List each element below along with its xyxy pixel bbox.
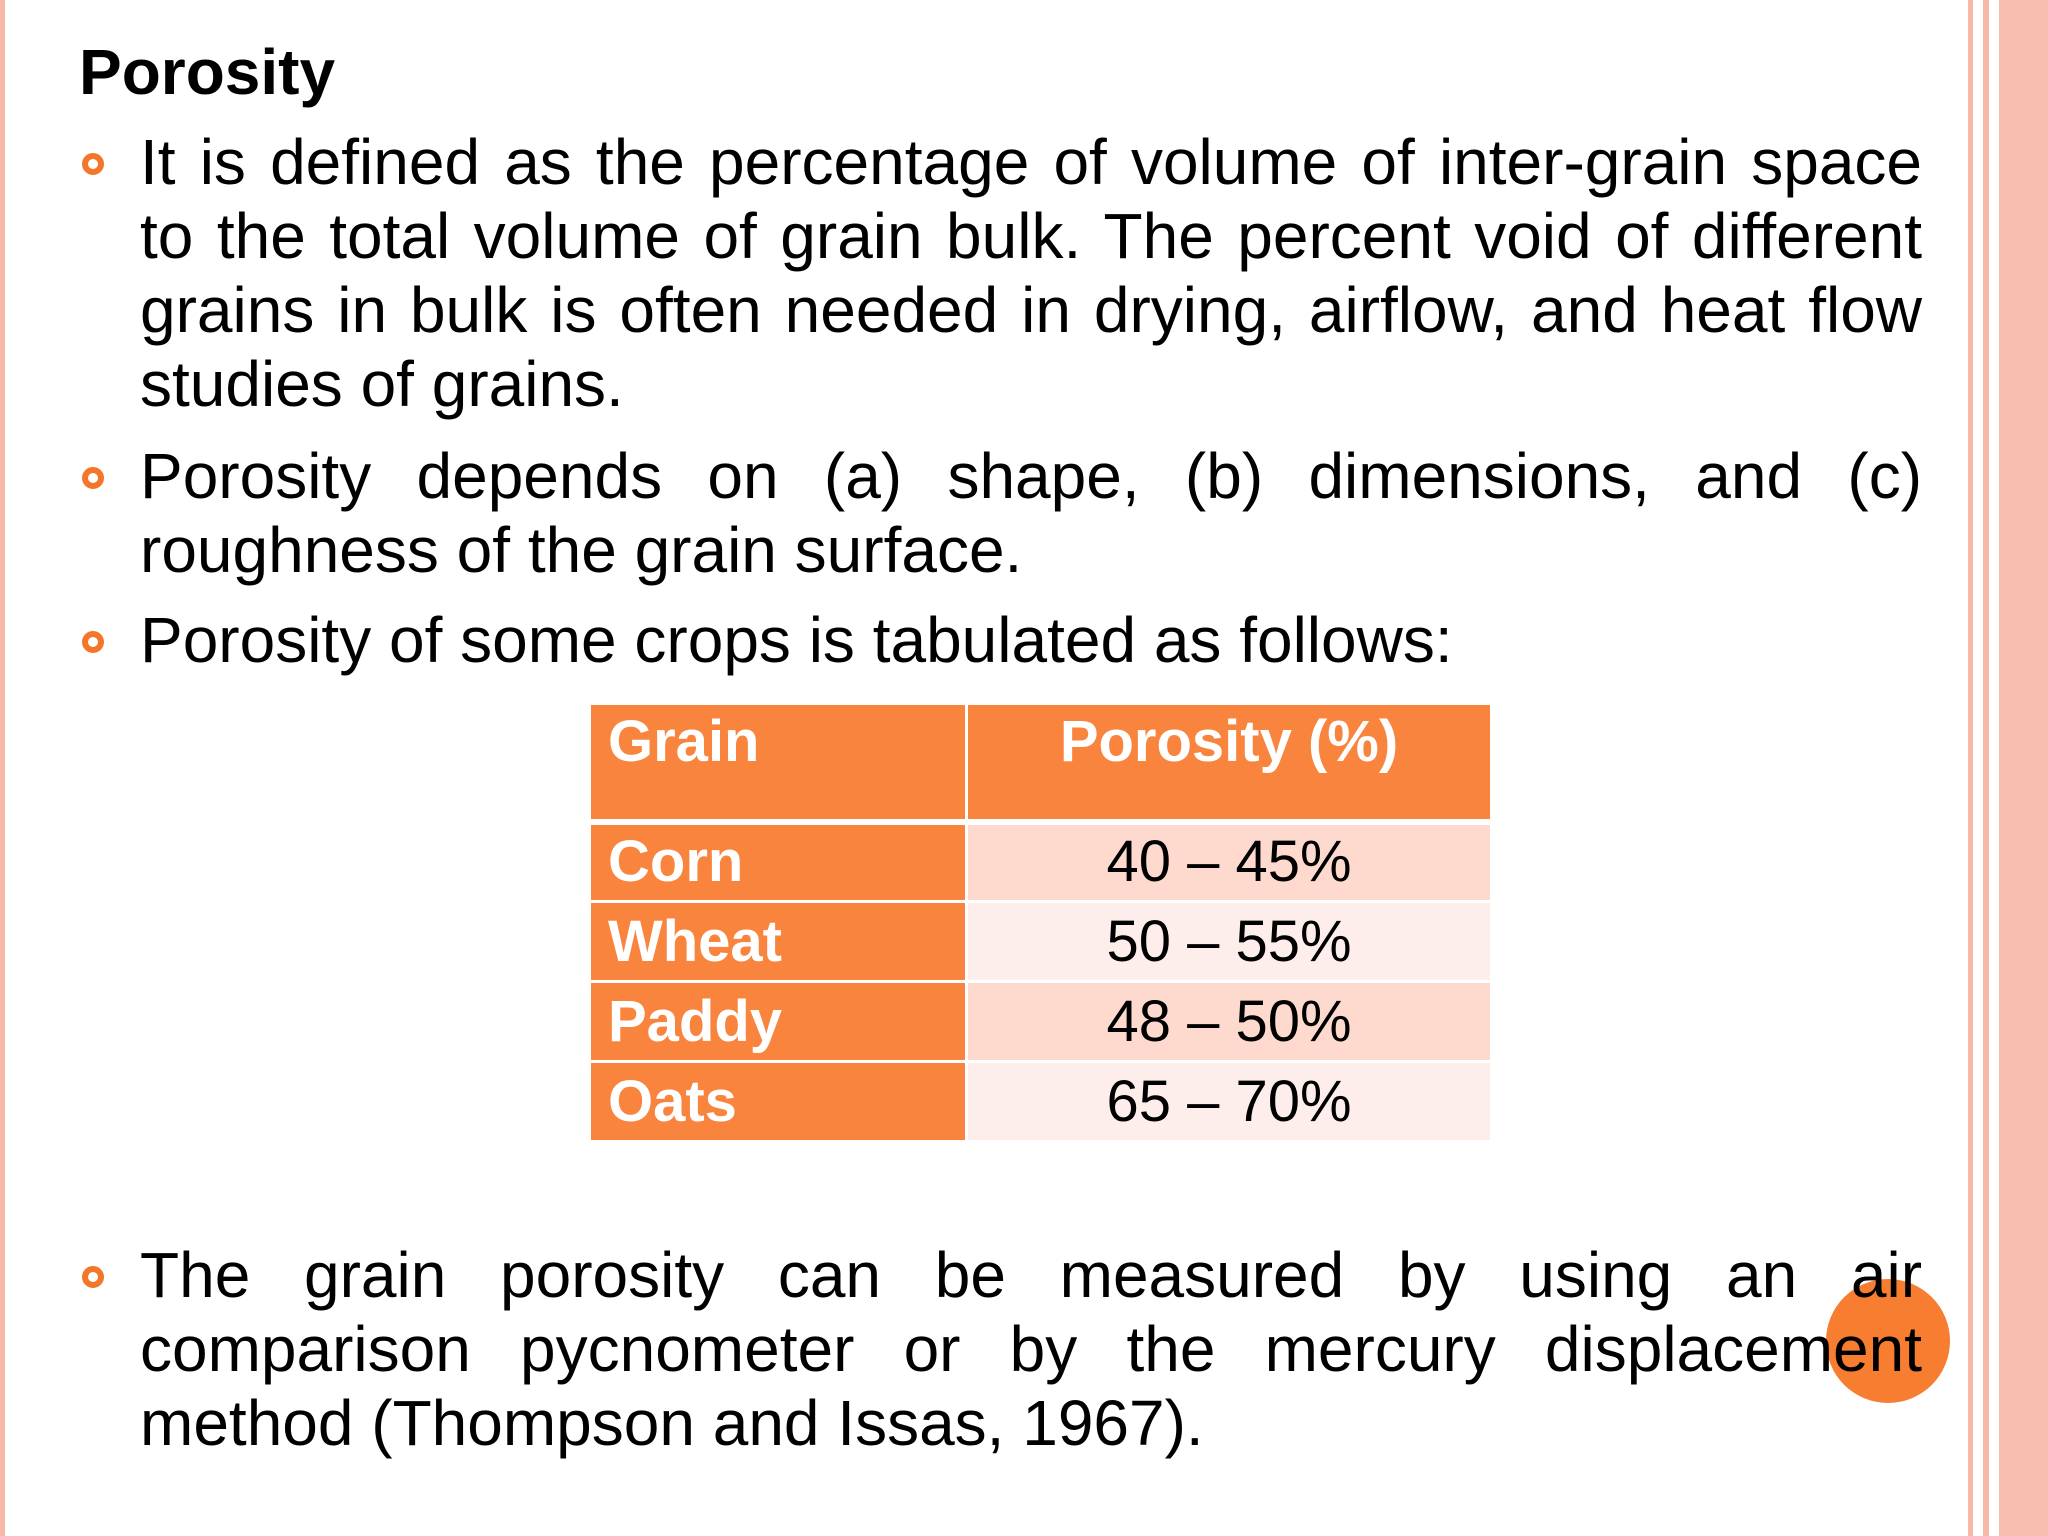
porosity-table <box>588 702 1493 1143</box>
circle-bullet-icon <box>82 631 104 653</box>
header-porosity-label: Porosity (%) <box>1059 709 1399 774</box>
bullet-dependencies <box>78 439 1923 589</box>
header-grain-label: Grain <box>608 709 760 774</box>
grain-cell: Corn <box>590 822 967 902</box>
table-header-row <box>590 704 1492 822</box>
circle-bullet-icon <box>82 153 104 175</box>
border-gap <box>1973 0 1983 1536</box>
bullet-text: The grain porosity can be measured by using an air comparison pycnometer or by the mercury displacement method (Thompson and Issas, 1967). <box>140 1239 1922 1459</box>
grain-cell: Paddy <box>590 982 967 1062</box>
porosity-cell: 40 – 45% <box>967 822 1492 902</box>
bullet-definition <box>78 125 1923 425</box>
slide-title: Porosity <box>79 36 336 108</box>
table-row <box>590 982 1492 1062</box>
border-gap <box>1989 0 1999 1536</box>
bullet-text: It is defined as the percentage of volume of inter-grain space to the total volume of grain bulk. The percent void of different grains in bulk is often needed in drying, airflow, and heat flow studies of grains. <box>140 126 1922 420</box>
bullet-text: Porosity depends on (a) shape, (b) dimensions, and (c) roughness of the grain surface. <box>140 440 1922 586</box>
table-row <box>590 1062 1492 1142</box>
table-row <box>590 822 1492 902</box>
border-band <box>1999 0 2048 1536</box>
header-porosity <box>967 704 1492 822</box>
bullet-text: Porosity of some crops is tabulated as follows: <box>140 604 1453 676</box>
circle-bullet-icon <box>82 1266 104 1288</box>
porosity-cell: 65 – 70% <box>967 1062 1492 1142</box>
porosity-cell: 50 – 55% <box>967 902 1492 982</box>
right-border-stripes <box>1968 0 2048 1536</box>
header-grain <box>590 704 967 822</box>
left-border-stripe <box>0 0 5 1536</box>
grain-cell: Wheat <box>590 902 967 982</box>
grain-cell: Oats <box>590 1062 967 1142</box>
table-row <box>590 902 1492 982</box>
bullet-table-intro <box>78 603 1923 683</box>
porosity-cell: 48 – 50% <box>967 982 1492 1062</box>
bullet-measurement <box>78 1238 1923 1468</box>
circle-bullet-icon <box>82 467 104 489</box>
